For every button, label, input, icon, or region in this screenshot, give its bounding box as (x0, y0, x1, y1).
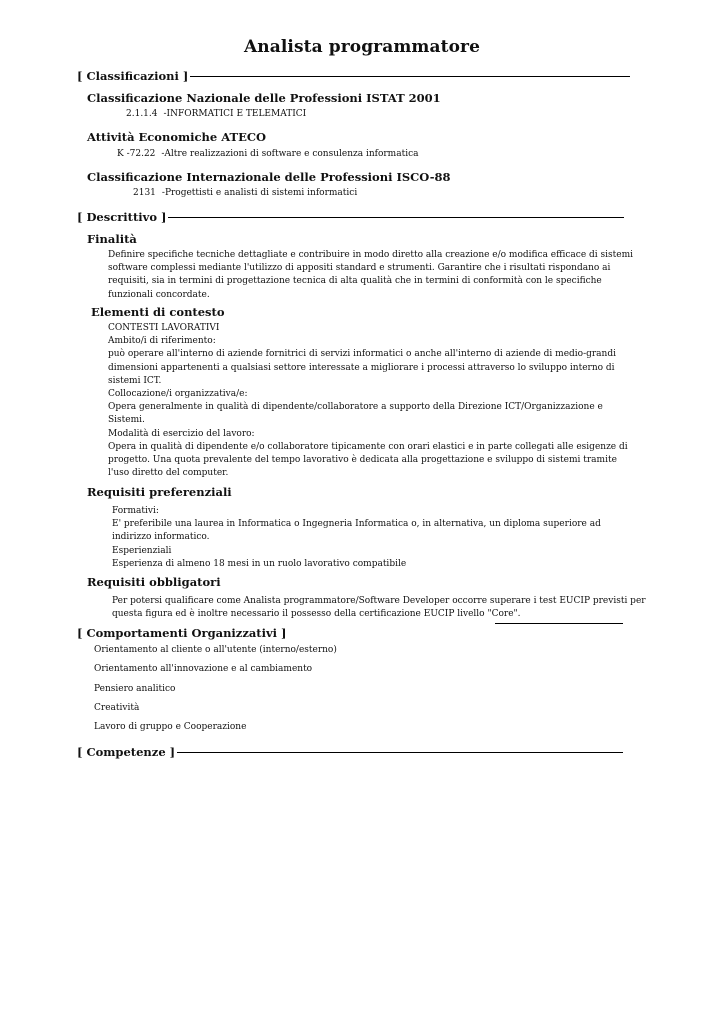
text-line: software complessi mediante l'utilizzo di appositi standard e strumenti. Garantire che i risultati rispondano ai (108, 263, 611, 274)
section-rule (177, 752, 623, 753)
text-line: Esperienziali (112, 545, 172, 556)
text-line: CONTESTI LAVORATIVI (108, 323, 220, 333)
text-line: dimensioni appartenenti a qualsiasi settore interessate a migliorare i processi attraverso lo sviluppo interno di (108, 362, 615, 373)
section-rule (495, 623, 623, 624)
comportamento-item: Pensiero analitico (94, 684, 176, 694)
comportamento-item: Orientamento al cliente o all'utente (interno/esterno) (94, 645, 337, 655)
text-line: Sistemi. (108, 415, 145, 426)
text-line: Modalità di esercizio del lavoro: (108, 428, 255, 439)
section-rule (168, 217, 624, 218)
text-line: sistemi ICT. (108, 375, 162, 386)
isco-heading: Classificazione Internazionale delle Professioni ISCO-88 (87, 170, 451, 184)
istat-code: 2.1.1.4 (126, 109, 158, 119)
section-comportamenti (77, 625, 287, 641)
page-title: Analista programmatore (243, 37, 481, 57)
section-classificazioni (77, 68, 630, 84)
text-line: può operare all'interno di aziende fornitrici di servizi informatici o anche all'interno di aziende di medio-grandi (108, 349, 616, 360)
preferenziali-text (112, 505, 601, 571)
section-descrittivo-label: [ Descrittivo ] (77, 210, 167, 224)
finalita-heading: Finalità (87, 232, 137, 246)
text-line: Esperienza di almeno 18 mesi in un ruolo lavorativo compatibile (112, 558, 407, 569)
contesto-heading: Elementi di contesto (91, 305, 225, 319)
contesto-text (108, 322, 628, 480)
text-line: Opera in qualità di dipendente e/o collaboratore tipicamente con orari elastici e in parte collegati alle esigenze di (108, 441, 628, 452)
ateco-desc: -Altre realizzazioni di software e consulenza informatica (161, 149, 419, 159)
text-line: Formativi: (112, 506, 159, 516)
preferenziali-heading: Requisiti preferenziali (87, 485, 232, 499)
ateco-heading: Attività Economiche ATECO (87, 130, 267, 144)
comportamento-item: Creatività (94, 703, 140, 713)
finalita-text (108, 249, 633, 302)
ateco-code: K -72.22 (117, 149, 156, 159)
text-line: Ambito/i di riferimento: (108, 336, 216, 347)
text-line: indirizzo informatico. (112, 532, 210, 543)
section-comportamenti-label: [ Comportamenti Organizzativi ] (77, 626, 287, 640)
text-line: progetto. Una quota prevalente del tempo lavorativo è dedicata alla progettazione e sviluppo di sistemi tramite (108, 455, 617, 466)
ateco-code-row (117, 149, 419, 159)
comportamento-item: Orientamento all'innovazione e al cambiamento (94, 664, 313, 674)
isco-code: 2131 (133, 188, 156, 198)
isco-code-row (133, 188, 357, 198)
section-rule (190, 76, 630, 77)
text-line: questa figura ed è inoltre necessario il possesso della certificazione EUCIP livello "Core". (112, 609, 521, 620)
text-line: Per potersi qualificare come Analista programmatore/Software Developer occorre superare i test EUCIP previsti per (112, 596, 646, 606)
text-line: Opera generalmente in qualità di dipendente/collaboratore a supporto della Direzione ICT/Organizzazione e (108, 402, 603, 413)
section-competenze-label: [ Competenze ] (77, 745, 176, 759)
istat-code-row (126, 109, 306, 119)
obbligatori-text (112, 595, 646, 621)
text-line: l'uso diretto del computer. (108, 468, 229, 479)
isco-desc: -Progettisti e analisti di sistemi informatici (161, 188, 358, 198)
text-line: funzionali concordate. (108, 289, 210, 300)
istat-heading: Classificazione Nazionale delle Professioni ISTAT 2001 (87, 91, 441, 105)
text-line: E' preferibile una laurea in Informatica o Ingegneria Informatica o, in alternativa, un diploma superiore ad (112, 519, 601, 530)
section-classificazioni-label: [ Classificazioni ] (77, 69, 189, 83)
obbligatori-heading: Requisiti obbligatori (87, 575, 221, 589)
text-line: Collocazione/i organizzativa/e: (108, 389, 248, 400)
comportamento-item: Lavoro di gruppo e Cooperazione (94, 722, 247, 732)
text-line: Definire specifiche tecniche dettagliate e contribuire in modo diretto alla creazione e/o modifica efficace di sistemi (108, 250, 634, 260)
text-line: requisiti, sia in termini di progettazione tecnica di alta qualità che in termini di conformità con le specifiche (108, 276, 602, 287)
section-competenze (77, 744, 623, 760)
istat-desc: -INFORMATICI E TELEMATICI (163, 109, 307, 119)
section-descrittivo (77, 209, 624, 225)
